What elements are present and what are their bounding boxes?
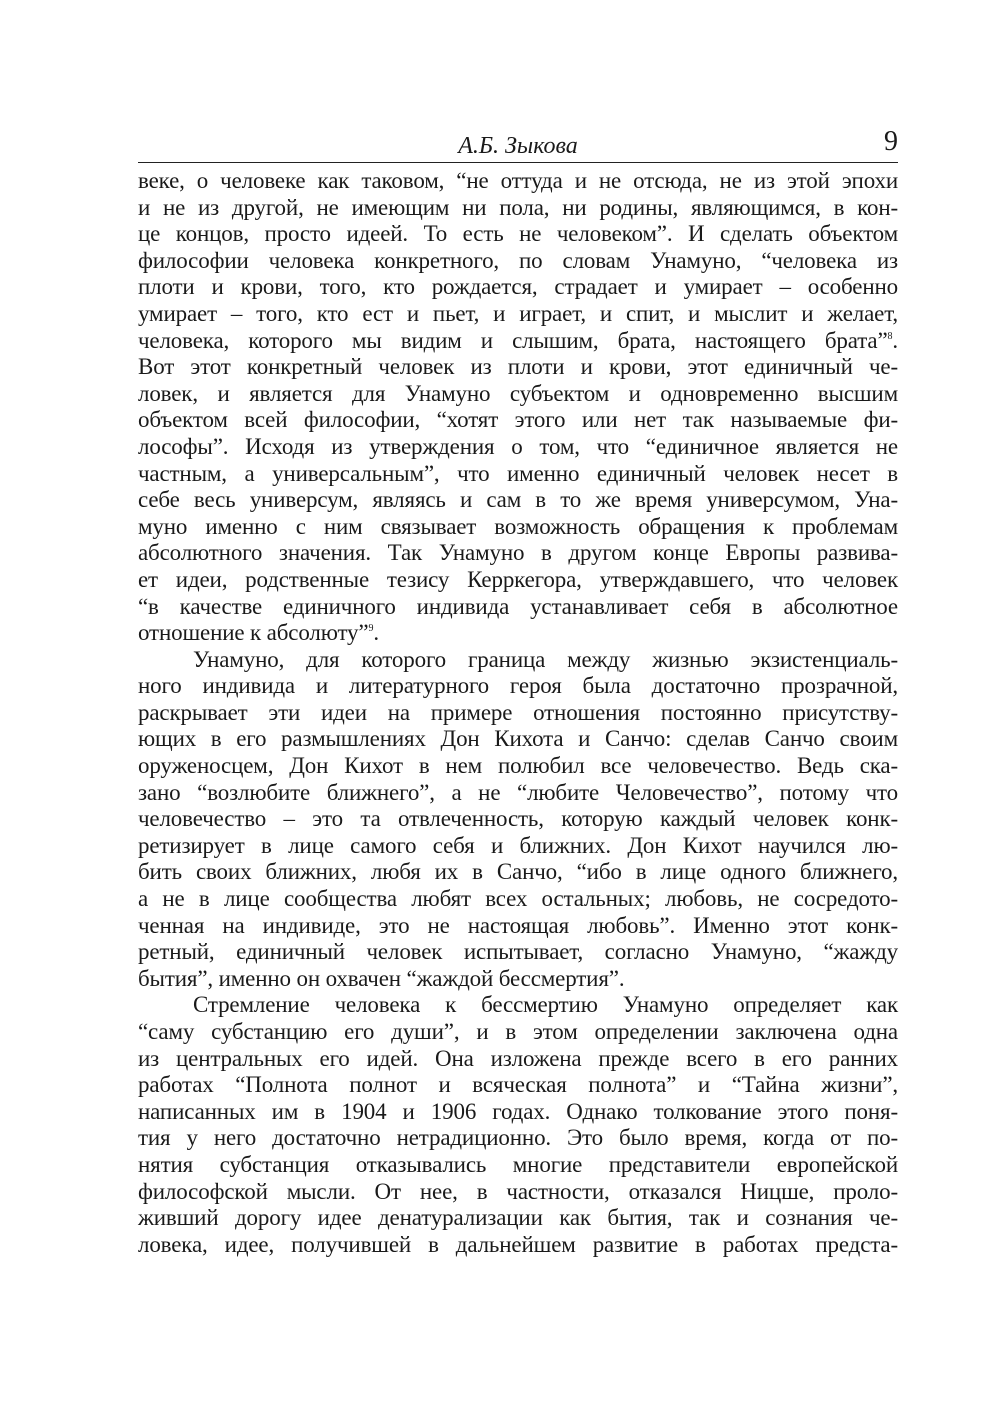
text-line — [138, 939, 898, 966]
text-line — [138, 221, 898, 248]
line-text: философской мысли. От нее, в частности, отказался Ницше, проло- — [138, 1178, 898, 1204]
line-text: человечество – это та отвлеченность, которую каждый человек конк- — [138, 806, 898, 832]
text-line — [138, 647, 898, 674]
line-text: из центральных его идей. Она изложена прежде всего в его ранних — [138, 1045, 898, 1071]
footnote-marker: 9 — [368, 623, 374, 635]
line-text: тия у него достаточно нетрадиционно. Это было время, когда от по- — [138, 1125, 898, 1151]
text-line — [138, 726, 898, 753]
line-text: Стремление человека к бессмертию Унамуно определяет как — [193, 992, 898, 1018]
footnote-marker: 8 — [887, 330, 893, 342]
body-text — [138, 168, 898, 1258]
text-line — [138, 248, 898, 275]
text-line — [138, 381, 898, 408]
text-line — [138, 1125, 898, 1152]
text-line — [138, 620, 898, 647]
text-line — [138, 1179, 898, 1206]
text-line — [138, 407, 898, 434]
text-line — [138, 1232, 898, 1259]
line-text: зано “возлюбите ближнего”, а не “любите Человечество”, потому что — [138, 779, 898, 805]
line-text: ретный, единичный человек испытывает, согласно Унамуно, “жажду — [138, 939, 898, 965]
line-text: бытия”, именно он охвачен “жаждой бессмертия”. — [138, 965, 625, 991]
text-line — [138, 487, 898, 514]
line-text: себе весь универсум, являясь и сам в то же время универсумом, Уна- — [138, 487, 898, 513]
text-line — [138, 806, 898, 833]
line-text: “в качестве единичного индивида устанавливает себя в абсолютное — [138, 593, 898, 619]
line-text: ного индивида и литературного героя была достаточно прозрачной, — [138, 673, 898, 699]
text-line — [138, 1152, 898, 1179]
text-line — [138, 859, 898, 886]
line-text: ретизирует в лице самого себя и ближних. Дон Кихот научился лю- — [138, 832, 898, 858]
text-line — [138, 966, 898, 993]
text-line — [138, 301, 898, 328]
page-number: 9 — [884, 126, 898, 157]
line-text: лософы”. Исходя из утверждения о том, что “единичное является не — [138, 433, 898, 459]
text-line — [138, 461, 898, 488]
line-text: ловек, и является для Унамуно субъектом и одновременно высшим — [138, 380, 898, 406]
text-line — [138, 567, 898, 594]
text-line — [138, 673, 898, 700]
text-line — [138, 886, 898, 913]
line-text: философии человека конкретного, по словам Унамуно, “человека из — [138, 247, 898, 273]
text-line — [138, 1205, 898, 1232]
text-line — [138, 328, 898, 355]
text-line — [138, 274, 898, 301]
text-line — [138, 354, 898, 381]
line-text: бить своих ближних, любя их в Санчо, “ибо в лице одного ближнего, — [138, 859, 898, 885]
book-page — [138, 122, 898, 1258]
line-text: а не в лице сообщества любят всех остальных; любовь, не сосредото- — [138, 886, 898, 912]
line-text: “саму субстанцию его души”, и в этом определении заключена одна — [138, 1019, 898, 1044]
text-line — [138, 753, 898, 780]
line-text: умирает – того, кто ест и пьет, и играет, и спит, и мыслит и желает, — [138, 300, 898, 326]
line-text: оруженосцем, Дон Кихот в нем полюбил все человечество. Ведь ска- — [138, 753, 898, 779]
line-text: ловека, идее, получившей в дальнейшем развитие в работах предста- — [138, 1231, 898, 1257]
line-text: и не из другой, не имеющим ни пола, ни родины, являющимся, в кон- — [138, 194, 898, 220]
line-text: ет идеи, родственные тезису Керркегора, утверждавшего, что человек — [138, 566, 898, 592]
line-text: отношение к абсолюту” — [138, 620, 369, 646]
line-text: человека, которого мы видим и слышим, брата, настоящего брата” — [138, 327, 888, 353]
line-punctuation: . — [373, 620, 379, 646]
line-text: абсолютного значения. Так Унамуно в другом конце Европы развива- — [138, 540, 898, 566]
line-text: це концов, просто идеей. То есть не человеком”. И сделать объектом — [138, 221, 898, 247]
text-line — [138, 1046, 898, 1073]
line-text: объектом всей философии, “хотят этого или нет так называемые фи- — [138, 407, 898, 433]
text-line — [138, 913, 898, 940]
line-text: написанных им в 1904 и 1906 годах. Однако толкование этого поня- — [138, 1098, 898, 1124]
line-text: веке, о человеке как таковом, “не оттуда и не отсюда, не из этой эпохи — [138, 168, 898, 193]
text-line — [138, 1099, 898, 1126]
text-line — [138, 833, 898, 860]
line-text: нятия субстанция отказывались многие представители европейской — [138, 1151, 898, 1177]
running-header — [138, 122, 898, 163]
line-text: Вот этот конкретный человек из плоти и крови, этот единичный че- — [138, 354, 898, 380]
line-text: частным, а универсальным”, что именно единичный человек несет в — [138, 460, 898, 486]
line-text: ющих в его размышлениях Дон Кихота и Санчо: сделав Санчо своим — [138, 726, 898, 752]
line-text: Унамуно, для которого граница между жизнью экзистенциаль- — [193, 646, 898, 672]
line-text: работах “Полнота полнот и всяческая полнота” и “Тайна жизни”, — [138, 1072, 898, 1098]
text-line — [138, 780, 898, 807]
running-title: А.Б. Зыкова — [458, 133, 578, 159]
text-line — [138, 992, 898, 1019]
line-text: живший дорогу идее денатурализации как бытия, так и сознания че- — [138, 1205, 898, 1231]
line-text: ченная на индивиде, это не настоящая любовь”. Именно этот конк- — [138, 912, 898, 938]
text-line — [138, 514, 898, 541]
text-line — [138, 168, 898, 195]
text-line — [138, 1019, 898, 1046]
text-line — [138, 195, 898, 222]
line-text: муно именно с ним связывает возможность обращения к проблемам — [138, 513, 898, 539]
text-line — [138, 594, 898, 621]
line-punctuation: . — [892, 327, 898, 353]
text-line — [138, 540, 898, 567]
text-line — [138, 1072, 898, 1099]
line-text: раскрывает эти идеи на примере отношения постоянно присутству- — [138, 699, 898, 725]
text-line — [138, 434, 898, 461]
line-text: плоти и крови, того, кто рождается, страдает и умирает – особенно — [138, 274, 898, 300]
text-line — [138, 700, 898, 727]
